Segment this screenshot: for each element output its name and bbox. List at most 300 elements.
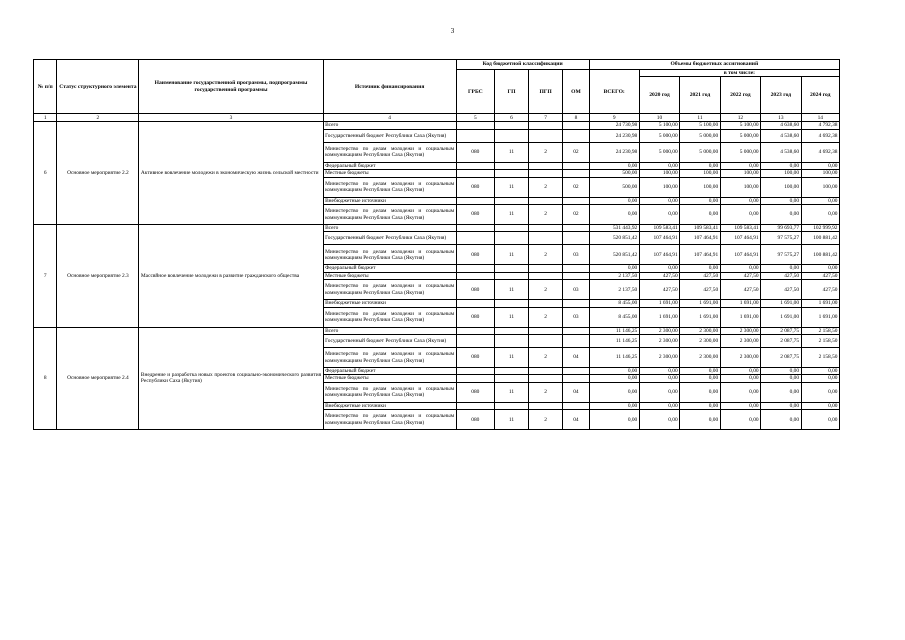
- value-2023: 4 638,60: [761, 122, 801, 129]
- funding-source: Министерство по делам молодежи и социальным коммуникациям Республики Саха (Якутия): [323, 280, 456, 300]
- code-pgp: [529, 197, 563, 204]
- element-status: Основное мероприятие 2.2: [57, 122, 139, 225]
- column-number: 14: [801, 114, 839, 122]
- code-gp: 11: [494, 205, 528, 225]
- header-gp: ГП: [494, 70, 528, 114]
- code-pgp: 2: [529, 245, 563, 265]
- column-number: 4: [323, 114, 456, 122]
- column-number: 12: [720, 114, 760, 122]
- code-grbs: [456, 272, 494, 279]
- table-row: [34, 225, 840, 232]
- value-2024: 102 999,92: [801, 225, 839, 232]
- value-2021: 2 300,00: [680, 348, 720, 368]
- value-2020: 0,00: [639, 162, 679, 169]
- value-2020: 2 300,00: [639, 327, 679, 334]
- value-2024: 0,00: [801, 375, 839, 382]
- code-gp: 11: [494, 280, 528, 300]
- column-number: 11: [680, 114, 720, 122]
- value-2021: 0,00: [680, 402, 720, 409]
- value-total: 11 146,25: [589, 335, 639, 348]
- code-gp: [494, 265, 528, 272]
- value-2022: 100,00: [720, 170, 760, 177]
- value-2021: 107 464,91: [680, 245, 720, 265]
- value-2023: 0,00: [761, 265, 801, 272]
- code-om: 02: [563, 177, 590, 197]
- funding-source: Внебюджетные источники: [323, 197, 456, 204]
- funding-source: Всего: [323, 225, 456, 232]
- code-pgp: [529, 402, 563, 409]
- value-2023: 0,00: [761, 402, 801, 409]
- value-2024: 4 692,38: [801, 142, 839, 162]
- value-total: 0,00: [589, 197, 639, 204]
- code-grbs: [456, 122, 494, 129]
- header-year: 2023 год: [761, 77, 801, 114]
- value-total: 2 137,50: [589, 272, 639, 279]
- header-including: в том числе:: [639, 70, 839, 77]
- value-2020: 0,00: [639, 265, 679, 272]
- value-2023: 0,00: [761, 197, 801, 204]
- code-gp: [494, 197, 528, 204]
- value-total: 24 230,98: [589, 142, 639, 162]
- column-number: 6: [494, 114, 528, 122]
- value-2022: 107 464,91: [720, 232, 760, 245]
- code-gp: 11: [494, 177, 528, 197]
- value-2021: 1 691,00: [680, 307, 720, 327]
- value-total: 0,00: [589, 205, 639, 225]
- header-status: Статус структурного элемента: [57, 60, 139, 114]
- code-om: [563, 402, 590, 409]
- value-2021: 0,00: [680, 205, 720, 225]
- code-grbs: 080: [456, 307, 494, 327]
- funding-source: Министерство по делам молодежи и социальным коммуникациям Республики Саха (Якутия): [323, 382, 456, 402]
- value-total: 0,00: [589, 368, 639, 375]
- value-2022: 5 000,00: [720, 142, 760, 162]
- header-year: 2022 год: [720, 77, 760, 114]
- value-total: 0,00: [589, 375, 639, 382]
- funding-source: Государственный бюджет Республики Саха (Якутия): [323, 232, 456, 245]
- value-2022: 5 100,00: [720, 122, 760, 129]
- value-total: 520 851,42: [589, 245, 639, 265]
- value-2021: 100,00: [680, 177, 720, 197]
- header-year: 2024 год: [801, 77, 839, 114]
- code-grbs: 080: [456, 142, 494, 162]
- value-total: 531 443,92: [589, 225, 639, 232]
- code-grbs: [456, 170, 494, 177]
- value-2020: 427,50: [639, 280, 679, 300]
- code-gp: 11: [494, 142, 528, 162]
- value-2020: 0,00: [639, 197, 679, 204]
- value-2020: 5 100,00: [639, 122, 679, 129]
- code-gp: 11: [494, 382, 528, 402]
- funding-source: Министерство по делам молодежи и социальным коммуникациям Республики Саха (Якутия): [323, 245, 456, 265]
- code-gp: [494, 232, 528, 245]
- value-2023: 0,00: [761, 162, 801, 169]
- value-2021: 2 300,00: [680, 327, 720, 334]
- value-2022: 109 583,41: [720, 225, 760, 232]
- value-total: 520 851,42: [589, 232, 639, 245]
- code-gp: [494, 300, 528, 307]
- value-total: 2 137,50: [589, 280, 639, 300]
- header-code-group: Код бюджетной классификации: [456, 60, 589, 70]
- code-grbs: 080: [456, 382, 494, 402]
- funding-source: Федеральный бюджет: [323, 265, 456, 272]
- code-gp: [494, 327, 528, 334]
- value-2021: 5 000,00: [680, 129, 720, 142]
- code-om: [563, 129, 590, 142]
- value-2020: 2 300,00: [639, 335, 679, 348]
- value-2024: 0,00: [801, 382, 839, 402]
- value-total: 11 146,25: [589, 327, 639, 334]
- code-grbs: [456, 327, 494, 334]
- code-pgp: [529, 327, 563, 334]
- header-volumes-group: Объемы бюджетных ассигнований: [589, 60, 839, 70]
- value-2024: 427,50: [801, 280, 839, 300]
- value-2024: 427,50: [801, 272, 839, 279]
- value-2022: 2 300,00: [720, 348, 760, 368]
- value-2022: 427,50: [720, 280, 760, 300]
- code-pgp: 2: [529, 307, 563, 327]
- value-2020: 0,00: [639, 205, 679, 225]
- column-number: 1: [34, 114, 57, 122]
- program-name: Массвйное вовлечение молодежи в развитие гражданского общества: [139, 225, 323, 328]
- value-2022: 0,00: [720, 205, 760, 225]
- code-om: 04: [563, 348, 590, 368]
- value-total: 0,00: [589, 162, 639, 169]
- value-2024: 2 158,50: [801, 348, 839, 368]
- value-total: 24 230,98: [589, 129, 639, 142]
- code-grbs: [456, 375, 494, 382]
- code-grbs: [456, 265, 494, 272]
- value-2024: 2 158,50: [801, 327, 839, 334]
- value-2023: 1 691,00: [761, 307, 801, 327]
- value-2021: 0,00: [680, 265, 720, 272]
- row-number: 8: [34, 327, 57, 430]
- code-gp: [494, 272, 528, 279]
- code-gp: [494, 170, 528, 177]
- code-om: [563, 368, 590, 375]
- code-gp: [494, 129, 528, 142]
- code-pgp: [529, 335, 563, 348]
- code-om: [563, 335, 590, 348]
- code-pgp: 2: [529, 205, 563, 225]
- funding-source: Государственный бюджет Республики Саха (Якутия): [323, 129, 456, 142]
- table-header: [34, 60, 840, 122]
- code-om: 02: [563, 205, 590, 225]
- table-row: [34, 122, 840, 129]
- value-2023: 2 087,75: [761, 335, 801, 348]
- value-total: 8 455,00: [589, 307, 639, 327]
- program-name: Внедрение и разработка новых проектов социально-экономического развития Республики Саха (Якутия): [139, 327, 323, 430]
- code-grbs: [456, 162, 494, 169]
- code-om: [563, 170, 590, 177]
- code-gp: [494, 122, 528, 129]
- value-2022: 0,00: [720, 197, 760, 204]
- code-gp: 11: [494, 410, 528, 430]
- value-2024: 0,00: [801, 197, 839, 204]
- code-pgp: [529, 162, 563, 169]
- value-2023: 1 691,00: [761, 300, 801, 307]
- code-grbs: [456, 402, 494, 409]
- code-om: [563, 225, 590, 232]
- funding-source: Местные бюджеты: [323, 170, 456, 177]
- value-2024: 0,00: [801, 410, 839, 430]
- value-2023: 0,00: [761, 382, 801, 402]
- code-gp: 11: [494, 307, 528, 327]
- value-2023: 4 538,60: [761, 142, 801, 162]
- code-pgp: [529, 265, 563, 272]
- header-grbs: ГРБС: [456, 70, 494, 114]
- code-grbs: 080: [456, 348, 494, 368]
- budget-table: [33, 59, 840, 430]
- header-source: Источник финансирования: [323, 60, 456, 114]
- column-number: 2: [57, 114, 139, 122]
- value-2022: 0,00: [720, 375, 760, 382]
- value-2023: 97 575,27: [761, 232, 801, 245]
- column-number: 13: [761, 114, 801, 122]
- code-om: 03: [563, 280, 590, 300]
- code-gp: [494, 335, 528, 348]
- value-2020: 0,00: [639, 402, 679, 409]
- value-2023: 427,50: [761, 280, 801, 300]
- value-2020: 0,00: [639, 410, 679, 430]
- value-total: 24 730,98: [589, 122, 639, 129]
- value-2023: 100,00: [761, 177, 801, 197]
- funding-source: Государственный бюджет Республики Саха (Якутия): [323, 335, 456, 348]
- value-2021: 107 464,91: [680, 232, 720, 245]
- value-2023: 0,00: [761, 375, 801, 382]
- funding-source: Министерство по делам молодежи и социальным коммуникациям Республики Саха (Якутия): [323, 410, 456, 430]
- column-number: 7: [529, 114, 563, 122]
- value-2020: 100,00: [639, 177, 679, 197]
- row-number: 7: [34, 225, 57, 328]
- code-pgp: [529, 225, 563, 232]
- program-name: Активное вовлечение молодежи в экономическую жизнь сельской местности: [139, 122, 323, 225]
- code-gp: [494, 402, 528, 409]
- element-status: Основное мероприятие 2.3: [57, 225, 139, 328]
- value-2020: 0,00: [639, 382, 679, 402]
- value-2024: 100 881,42: [801, 232, 839, 245]
- code-om: [563, 375, 590, 382]
- value-2021: 0,00: [680, 375, 720, 382]
- value-2024: 0,00: [801, 402, 839, 409]
- value-2021: 427,50: [680, 272, 720, 279]
- code-om: 02: [563, 142, 590, 162]
- value-2020: 109 583,41: [639, 225, 679, 232]
- code-grbs: 080: [456, 245, 494, 265]
- funding-source: Министерство по делам молодежи и социальным коммуникациям Республики Саха (Якутия): [323, 205, 456, 225]
- code-pgp: [529, 272, 563, 279]
- column-number: 9: [589, 114, 639, 122]
- code-om: 03: [563, 245, 590, 265]
- header-om: ОМ: [563, 70, 590, 114]
- code-pgp: [529, 170, 563, 177]
- column-number-row: [34, 114, 840, 122]
- code-om: 04: [563, 410, 590, 430]
- code-om: [563, 122, 590, 129]
- value-2023: 2 087,75: [761, 327, 801, 334]
- value-2022: 427,50: [720, 272, 760, 279]
- code-gp: [494, 375, 528, 382]
- value-2020: 1 691,00: [639, 300, 679, 307]
- value-2021: 100,00: [680, 170, 720, 177]
- code-om: [563, 162, 590, 169]
- value-2022: 0,00: [720, 265, 760, 272]
- funding-source: Федеральный бюджет: [323, 162, 456, 169]
- funding-source: Всего: [323, 122, 456, 129]
- value-2021: 5 100,00: [680, 122, 720, 129]
- code-pgp: 2: [529, 177, 563, 197]
- code-pgp: 2: [529, 382, 563, 402]
- value-2024: 2 158,50: [801, 335, 839, 348]
- funding-source: Министерство по делам молодежи и социальным коммуникациям Республики Саха (Якутия): [323, 177, 456, 197]
- code-grbs: 080: [456, 177, 494, 197]
- value-2024: 0,00: [801, 162, 839, 169]
- code-gp: [494, 368, 528, 375]
- value-2020: 0,00: [639, 375, 679, 382]
- value-total: 11 146,25: [589, 348, 639, 368]
- funding-source: Местные бюджеты: [323, 375, 456, 382]
- value-2021: 0,00: [680, 410, 720, 430]
- funding-source: Министерство по делам молодежи и социальным коммуникациям Республики Саха (Якутия): [323, 307, 456, 327]
- value-total: 0,00: [589, 410, 639, 430]
- header-year: 2021 год: [680, 77, 720, 114]
- value-2020: 5 000,00: [639, 142, 679, 162]
- value-total: 0,00: [589, 265, 639, 272]
- value-2024: 4 692,38: [801, 129, 839, 142]
- value-2021: 427,50: [680, 280, 720, 300]
- value-2020: 100,00: [639, 170, 679, 177]
- code-pgp: [529, 375, 563, 382]
- value-2023: 99 693,77: [761, 225, 801, 232]
- funding-source: Местные бюджеты: [323, 272, 456, 279]
- code-om: [563, 300, 590, 307]
- row-number: 6: [34, 122, 57, 225]
- value-2022: 0,00: [720, 410, 760, 430]
- code-grbs: [456, 368, 494, 375]
- code-pgp: 2: [529, 410, 563, 430]
- value-total: 0,00: [589, 402, 639, 409]
- code-grbs: [456, 225, 494, 232]
- value-2021: 109 583,41: [680, 225, 720, 232]
- code-pgp: [529, 232, 563, 245]
- value-2023: 427,50: [761, 272, 801, 279]
- value-2022: 0,00: [720, 402, 760, 409]
- code-grbs: [456, 197, 494, 204]
- value-total: 500,00: [589, 170, 639, 177]
- code-om: [563, 265, 590, 272]
- value-2024: 4 792,38: [801, 122, 839, 129]
- code-gp: [494, 225, 528, 232]
- value-2024: 100 881,42: [801, 245, 839, 265]
- code-grbs: [456, 335, 494, 348]
- value-2023: 2 087,75: [761, 348, 801, 368]
- value-2020: 107 464,91: [639, 232, 679, 245]
- column-number: 10: [639, 114, 679, 122]
- value-2020: 427,50: [639, 272, 679, 279]
- value-2024: 100,00: [801, 170, 839, 177]
- code-pgp: [529, 368, 563, 375]
- page-number: 3: [450, 27, 455, 35]
- value-2023: 0,00: [761, 368, 801, 375]
- value-2021: 0,00: [680, 162, 720, 169]
- funding-source: Всего: [323, 327, 456, 334]
- code-grbs: [456, 300, 494, 307]
- funding-source: Федеральный бюджет: [323, 368, 456, 375]
- funding-source: Министерство по делам молодежи и социальным коммуникациям Республики Саха (Якутия): [323, 348, 456, 368]
- value-2020: 0,00: [639, 368, 679, 375]
- element-status: Основное мероприятие 2.4: [57, 327, 139, 430]
- value-2024: 0,00: [801, 265, 839, 272]
- funding-source: Внебюджетные источники: [323, 402, 456, 409]
- value-2023: 4 538,60: [761, 129, 801, 142]
- code-gp: [494, 162, 528, 169]
- code-pgp: [529, 129, 563, 142]
- value-2024: 100,00: [801, 177, 839, 197]
- header-pgp: ПГП: [529, 70, 563, 114]
- value-2022: 2 300,00: [720, 335, 760, 348]
- value-2020: 2 300,00: [639, 348, 679, 368]
- header-year: 2020 год: [639, 77, 679, 114]
- value-2021: 2 300,00: [680, 335, 720, 348]
- value-2021: 0,00: [680, 197, 720, 204]
- code-grbs: 080: [456, 410, 494, 430]
- value-2021: 1 691,00: [680, 300, 720, 307]
- column-number: 8: [563, 114, 590, 122]
- header-name: Наименование государственной программы, подпрограммы государственной программы: [139, 60, 323, 114]
- table-row: [34, 327, 840, 334]
- value-total: 8 455,00: [589, 300, 639, 307]
- value-2022: 107 464,91: [720, 245, 760, 265]
- value-2023: 0,00: [761, 205, 801, 225]
- code-pgp: [529, 122, 563, 129]
- value-2022: 0,00: [720, 162, 760, 169]
- value-2022: 1 691,00: [720, 307, 760, 327]
- value-2021: 0,00: [680, 368, 720, 375]
- value-2023: 97 575,27: [761, 245, 801, 265]
- code-pgp: 2: [529, 280, 563, 300]
- value-2021: 0,00: [680, 382, 720, 402]
- value-2023: 100,00: [761, 170, 801, 177]
- column-number: 5: [456, 114, 494, 122]
- code-om: 04: [563, 382, 590, 402]
- code-grbs: [456, 129, 494, 142]
- value-total: 500,00: [589, 177, 639, 197]
- table-body: [34, 122, 840, 430]
- value-2020: 1 691,00: [639, 307, 679, 327]
- value-2022: 100,00: [720, 177, 760, 197]
- value-total: 0,00: [589, 382, 639, 402]
- value-2023: 0,00: [761, 410, 801, 430]
- value-2022: 5 000,00: [720, 129, 760, 142]
- value-2022: 1 691,00: [720, 300, 760, 307]
- code-om: [563, 232, 590, 245]
- code-grbs: 080: [456, 205, 494, 225]
- header-total: ВСЕГО:: [589, 70, 639, 114]
- funding-source: Министерство по делам молодежи и социальным коммуникациям Республики Саха (Якутия): [323, 142, 456, 162]
- code-om: 03: [563, 307, 590, 327]
- value-2020: 107 464,91: [639, 245, 679, 265]
- value-2024: 1 691,00: [801, 300, 839, 307]
- value-2021: 5 000,00: [680, 142, 720, 162]
- value-2024: 1 691,00: [801, 307, 839, 327]
- code-pgp: [529, 300, 563, 307]
- value-2024: 0,00: [801, 368, 839, 375]
- value-2022: 0,00: [720, 382, 760, 402]
- code-pgp: 2: [529, 348, 563, 368]
- funding-source: Внебюджетные источники: [323, 300, 456, 307]
- header-num: № п/п: [34, 60, 57, 114]
- code-gp: 11: [494, 348, 528, 368]
